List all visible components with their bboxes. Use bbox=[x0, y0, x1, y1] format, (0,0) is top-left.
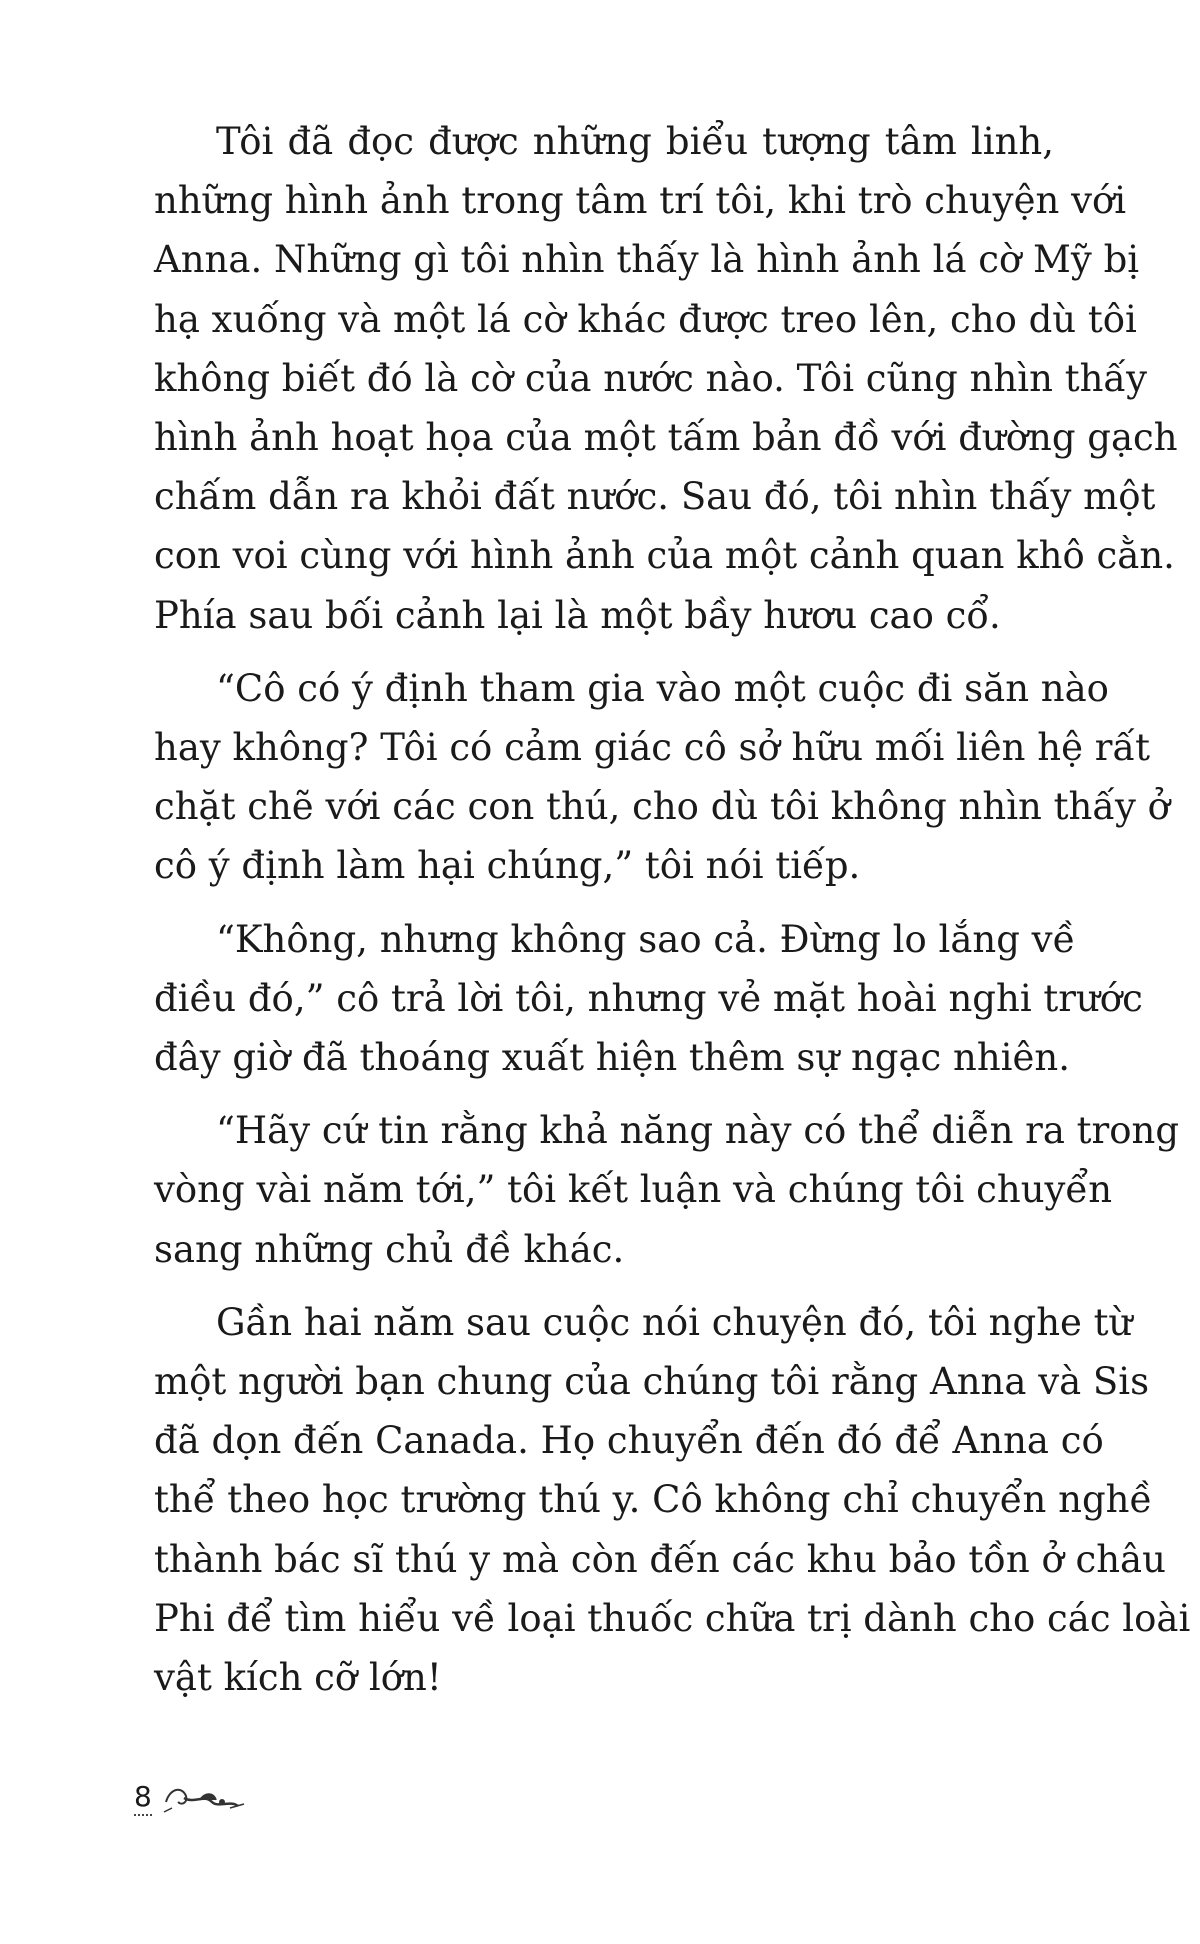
page-number: 8 bbox=[134, 1782, 152, 1816]
text-line: Tôi đã đọc được những biểu tượng tâm linh, bbox=[216, 120, 1054, 163]
paragraph bbox=[154, 112, 1178, 645]
text-line: “Hãy cứ tin rằng khả năng này có thể diễn ra trong bbox=[216, 1109, 1180, 1153]
text-line: hình ảnh hoạt họa của một tấm bản đồ với đường gạch bbox=[154, 416, 1178, 460]
text-line: chặt chẽ với các con thú, cho dù tôi không nhìn thấy ở bbox=[154, 785, 1170, 829]
text-line: “Cô có ý định tham gia vào một cuộc đi săn nào bbox=[216, 666, 1109, 710]
paragraph bbox=[154, 1293, 1191, 1707]
text-line: hay không? Tôi có cảm giác cô sở hữu mối liên hệ rất bbox=[154, 726, 1150, 770]
text-line: “Không, nhưng không sao cả. Đừng lo lắng về bbox=[216, 917, 1076, 961]
text-line: chấm dẫn ra khỏi đất nước. Sau đó, tôi nhìn thấy một bbox=[154, 475, 1156, 519]
paragraph bbox=[154, 659, 1170, 896]
text-line: đây giờ đã thoáng xuất hiện thêm sự ngạc nhiên. bbox=[154, 1036, 1070, 1080]
text-line: thể theo học trường thú y. Cô không chỉ chuyển nghề bbox=[154, 1478, 1153, 1522]
text-line: không biết đó là cờ của nước nào. Tôi cũng nhìn thấy bbox=[154, 356, 1147, 400]
text-line: thành bác sĩ thú y mà còn đến các khu bảo tồn ở châu bbox=[154, 1537, 1166, 1581]
text-line: cô ý định làm hại chúng,” tôi nói tiếp. bbox=[154, 844, 861, 888]
floral-ornament-icon bbox=[160, 1778, 250, 1816]
text-line: đã dọn đến Canada. Họ chuyển đến đó để Anna có bbox=[154, 1419, 1104, 1463]
text-line: điều đó,” cô trả lời tôi, nhưng vẻ mặt hoài nghi trước bbox=[154, 976, 1143, 1020]
text-line: Phi để tìm hiểu về loại thuốc chữa trị dành cho các loài bbox=[154, 1596, 1191, 1640]
text-line: con voi cùng với hình ảnh của một cảnh quan khô cằn. bbox=[154, 534, 1175, 578]
text-line: vòng vài năm tới,” tôi kết luận và chúng tôi chuyển bbox=[154, 1168, 1113, 1212]
text-line: hạ xuống và một lá cờ khác được treo lên, cho dù tôi bbox=[154, 297, 1137, 341]
text-line: sang những chủ đề khác. bbox=[154, 1227, 625, 1271]
text-line: vật kích cỡ lớn! bbox=[154, 1656, 442, 1700]
text-line: một người bạn chung của chúng tôi rằng Anna và Sis bbox=[154, 1360, 1150, 1404]
text-line: những hình ảnh trong tâm trí tôi, khi trò chuyện với bbox=[154, 179, 1127, 223]
body-text bbox=[154, 112, 1191, 1721]
text-line: Anna. Những gì tôi nhìn thấy là hình ảnh lá cờ Mỹ bị bbox=[154, 238, 1140, 282]
paragraph bbox=[154, 910, 1143, 1088]
text-line: Phía sau bối cảnh lại là một bầy hươu cao cổ. bbox=[154, 593, 1001, 637]
paragraph bbox=[154, 1101, 1180, 1279]
page-footer bbox=[134, 1776, 250, 1816]
text-line: Gần hai năm sau cuộc nói chuyện đó, tôi nghe từ bbox=[216, 1300, 1133, 1344]
